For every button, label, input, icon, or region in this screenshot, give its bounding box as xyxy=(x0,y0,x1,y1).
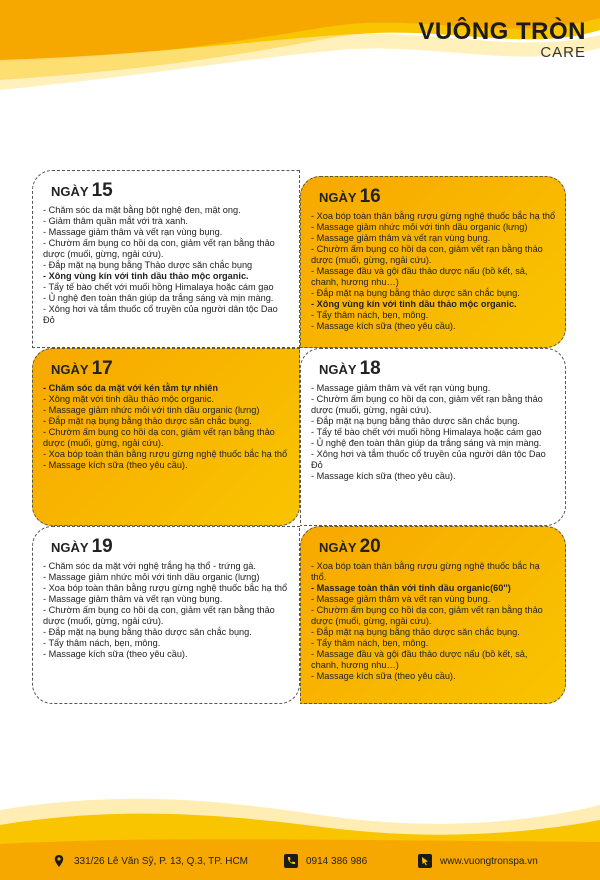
day-card-16 xyxy=(300,176,566,348)
website-text: www.vuongtronspa.vn xyxy=(440,855,538,867)
day-card-20 xyxy=(300,526,566,704)
day-title xyxy=(319,186,557,207)
day-title xyxy=(51,180,291,201)
day-label: NGÀY xyxy=(51,540,89,555)
day-number: 20 xyxy=(359,536,381,557)
day-label: NGÀY xyxy=(319,362,357,377)
footer-phone[interactable] xyxy=(284,854,367,868)
activity-item: - Massage giảm thâm và vết rạn vùng bụng. xyxy=(311,233,491,243)
activity-item: - Tẩy tế bào chết với muối hồng Himalaya hoặc cám gạo xyxy=(43,282,274,292)
day-card-19 xyxy=(32,526,300,704)
activity-item: - Massage kích sữa (theo yêu cầu). xyxy=(311,321,456,331)
activity-item: - Đắp mặt nạ bụng bằng Thảo dược săn chắc bụng xyxy=(43,260,253,270)
activity-item: - Massage giảm nhức mỏi với tinh dầu organic (lưng) xyxy=(43,572,260,582)
day-label: NGÀY xyxy=(319,190,357,205)
brand-subtitle: CARE xyxy=(540,44,586,61)
activity-item: - Chườm ấm bụng co hồi dạ con, giảm vết rạn bằng thảo dược (muối, gừng, ngải cứu). xyxy=(43,427,275,448)
day-title xyxy=(319,536,557,557)
day-card-17 xyxy=(32,348,300,526)
activity-item: - Chườm ấm bụng co hồi dạ con, giảm vết rạn bằng thảo dược (muối, gừng, ngải cứu). xyxy=(43,605,275,626)
activity-item: - Massage đầu và gội đầu thảo dược nấu (bồ kết, sả, chanh, hương nhu…) xyxy=(311,649,528,670)
day-card-15 xyxy=(32,170,300,348)
address-text: 331/26 Lê Văn Sỹ, P. 13, Q.3, TP. HCM xyxy=(74,855,248,867)
activity-item: - Xoa bóp toàn thân bằng rượu gừng nghệ thuốc bắc hạ thổ xyxy=(43,583,288,593)
activity-item: - Đắp mặt nạ bụng bằng thảo dược săn chắc bụng. xyxy=(43,627,252,637)
phone-text: 0914 386 986 xyxy=(306,855,368,867)
day-label: NGÀY xyxy=(51,184,89,199)
activity-item: - Tẩy thâm nách, bẹn, mông. xyxy=(311,638,429,648)
activity-item: - Đắp mặt nạ bụng bằng thảo dược săn chắc bụng. xyxy=(311,416,520,426)
activity-list xyxy=(43,561,291,660)
footer-contact-bar xyxy=(0,846,600,880)
day-card-18 xyxy=(300,348,566,526)
activity-item: - Chăm sóc da mặt với nghệ trắng hạ thổ - trứng gà. xyxy=(43,561,256,571)
footer-website[interactable] xyxy=(418,854,538,868)
activity-item: - Massage kích sữa (theo yêu cầu). xyxy=(43,460,188,470)
activity-item: - Xông vùng kín với tinh dầu thảo mộc organic. xyxy=(311,299,517,309)
day-number: 18 xyxy=(359,358,381,379)
activity-item: - Chườm ấm bụng co hồi dạ con, giảm vết rạn bằng thảo dược (muối, gừng, ngải cứu). xyxy=(311,394,543,415)
day-number: 19 xyxy=(91,536,113,557)
activity-item: - Chườm ấm bụng co hồi dạ con, giảm vết rạn bằng thảo dược (muối, gừng, ngải cứu). xyxy=(43,238,275,259)
activity-item: - Massage giảm nhức mỏi với tinh dầu organic (lưng) xyxy=(311,222,528,232)
day-number: 16 xyxy=(359,186,381,207)
activity-item: - Ủ nghệ đen toàn thân giúp da trắng sáng và mịn màng. xyxy=(311,438,542,448)
day-number: 17 xyxy=(91,358,113,379)
activity-list xyxy=(311,211,557,332)
activity-item: - Chăm sóc da mặt với kén tằm tự nhiên xyxy=(43,383,219,393)
day-title xyxy=(51,358,291,379)
activity-item: - Xoa bóp toàn thân bằng rượu gừng nghệ thuốc bắc hạ thổ xyxy=(43,449,288,459)
schedule-grid xyxy=(32,170,566,704)
activity-item: - Massage kích sữa (theo yêu cầu). xyxy=(43,649,188,659)
activity-item: - Xoa bóp toàn thân bằng rượu gừng nghệ thuốc bắc hạ thổ. xyxy=(311,561,540,582)
footer-address xyxy=(52,854,248,868)
activity-item: - Massage kích sữa (theo yêu cầu). xyxy=(311,471,456,481)
activity-item: - Massage toàn thân với tinh dầu organic(60'') xyxy=(311,583,511,593)
activity-item: - Massage giảm thâm và vết rạn vùng bụng. xyxy=(311,594,491,604)
activity-list xyxy=(43,383,291,471)
activity-item: - Chườm ấm bụng co hồi dạ con, giảm vết rạn bằng thảo dược (muối, gừng, ngải cứu). xyxy=(311,605,543,626)
cursor-click-icon xyxy=(418,854,432,868)
location-pin-icon xyxy=(52,854,66,868)
day-title xyxy=(319,358,557,379)
activity-item: - Tẩy thâm nách, bẹn, mông. xyxy=(311,310,429,320)
day-label: NGÀY xyxy=(319,540,357,555)
activity-item: - Massage giảm thâm và vết rạn vùng bụng. xyxy=(43,227,223,237)
activity-item: - Tẩy thâm nách, bẹn, mông. xyxy=(43,638,161,648)
activity-item: - Xông hơi và tắm thuốc cổ truyền của người dân tộc Dao Đỏ xyxy=(43,304,278,325)
activity-list xyxy=(311,561,557,682)
activity-item: - Đắp mặt nạ bụng bằng thảo dược săn chắc bụng. xyxy=(43,416,252,426)
activity-item: - Massage kích sữa (theo yêu cầu). xyxy=(311,671,456,681)
activity-item: - Xông mặt với tinh dầu thảo mộc organic. xyxy=(43,394,214,404)
phone-icon xyxy=(284,854,298,868)
activity-item: - Đắp mặt nạ bụng bằng thảo dược săn chắc bụng. xyxy=(311,288,520,298)
brand-logo xyxy=(418,18,586,61)
activity-item: - Massage giảm thâm và vết rạn vùng bụng. xyxy=(311,383,491,393)
day-label: NGÀY xyxy=(51,362,89,377)
activity-item: - Massage giảm thâm và vết rạn vùng bụng. xyxy=(43,594,223,604)
activity-item: - Chườm ấm bụng co hồi dạ con, giảm vết rạn bằng thảo dược (muối, gừng, ngải cứu). xyxy=(311,244,543,265)
activity-item: - Đắp mặt nạ bụng bằng thảo dược săn chắc bụng. xyxy=(311,627,520,637)
activity-item: - Massage giảm nhức mỏi với tinh dầu organic (lưng) xyxy=(43,405,260,415)
activity-item: - Xoa bóp toàn thân bằng rượu gừng nghệ thuốc bắc hạ thổ xyxy=(311,211,556,221)
activity-item: - Chăm sóc da mặt bằng bột nghệ đen, mật ong. xyxy=(43,205,241,215)
activity-item: - Xông vùng kín với tinh dầu thảo mộc organic. xyxy=(43,271,249,281)
day-number: 15 xyxy=(91,180,113,201)
day-title xyxy=(51,536,291,557)
brand-name: VUÔNG TRÒN xyxy=(418,18,586,45)
activity-item: - Giảm thâm quần mắt với trà xanh. xyxy=(43,216,188,226)
activity-list xyxy=(43,205,291,326)
activity-item: - Xông hơi và tắm thuốc cổ truyền của người dân tộc Dao Đỏ xyxy=(311,449,546,470)
activity-item: - Tẩy tế bào chết với muối hồng Himalaya hoặc cám gạo xyxy=(311,427,542,437)
activity-item: - Ủ nghệ đen toàn thân giúp da trắng sáng và mịn màng. xyxy=(43,293,274,303)
activity-item: - Massage đầu và gội đầu thảo dược nấu (bồ kết, sả, chanh, hương nhu…) xyxy=(311,266,528,287)
activity-list xyxy=(311,383,557,482)
